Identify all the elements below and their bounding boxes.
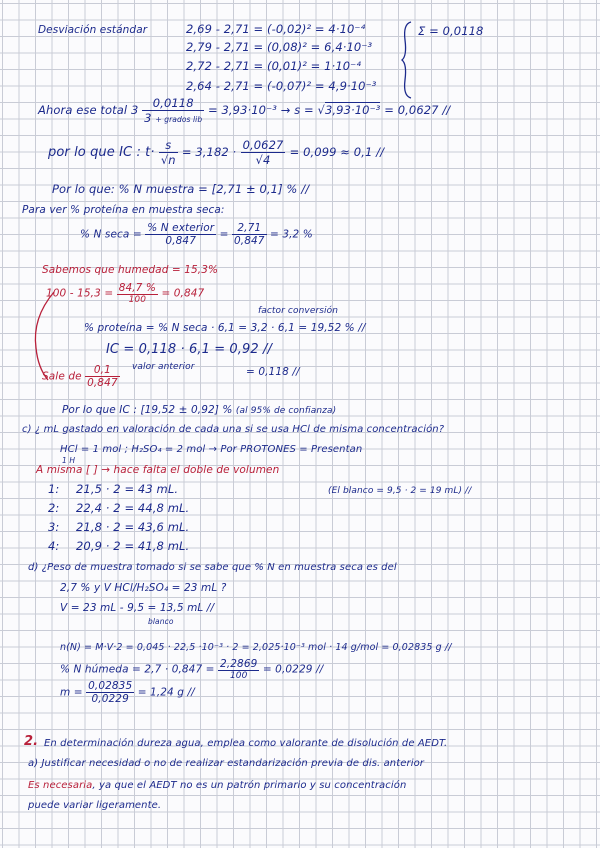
nseca-pre: % N seca = bbox=[80, 228, 142, 241]
c-row-4-n: 4: bbox=[48, 539, 60, 553]
desv-label: Desviación estándar bbox=[38, 24, 148, 36]
sale-line bbox=[42, 364, 120, 389]
brace-mark bbox=[400, 20, 414, 100]
d-hum-frac-num: 2,2869 bbox=[220, 658, 258, 670]
ic1-pre: por lo que IC : t· bbox=[48, 145, 155, 160]
ic-final-line bbox=[62, 404, 336, 416]
desv-row-3: 2,72 - 2,71 = (0,01)² = 1·10⁻⁴ bbox=[186, 59, 362, 73]
d-m-line bbox=[60, 680, 195, 705]
c-row-4 bbox=[48, 539, 189, 553]
nseca-frac-1-num: % N exterior bbox=[147, 222, 215, 234]
q2-answer-blue: , ya que el AEDT no es un patrón primario y su concentración bbox=[92, 780, 407, 791]
sale-frac-num: 0,1 bbox=[85, 364, 120, 377]
h100-frac bbox=[117, 282, 158, 305]
q2-number: 2. bbox=[24, 734, 39, 749]
d-n-line: n(N) = M·V·2 = 0,045 · 22,5 ·10⁻³ · 2 = 2,025·10⁻³ mol · 14 g/mol = 0,02835 g // bbox=[60, 642, 452, 653]
d-m-frac-num: 0,02835 bbox=[88, 680, 133, 692]
ahora-mid: = 3,93·10⁻³ → s = √ bbox=[208, 103, 325, 117]
sale-note: valor anterior bbox=[132, 362, 195, 372]
q2-answer-1 bbox=[28, 780, 406, 791]
ic1-frac-1 bbox=[159, 138, 178, 167]
c-row-1-n: 1: bbox=[48, 482, 60, 496]
d-hum-frac-den: 100 bbox=[229, 671, 248, 681]
c-row-1 bbox=[48, 482, 178, 496]
ic-final-note: (al 95% de confianza) bbox=[235, 406, 337, 416]
ahora-tail: = 0,0627 // bbox=[384, 103, 451, 117]
factor-note: factor conversión bbox=[258, 306, 339, 316]
c-row-2-expr: 22,4 · 2 = 44,8 mL. bbox=[76, 501, 190, 515]
c-red-line: A misma [ ] → hace falta el doble de volumen bbox=[36, 464, 280, 476]
c-mol-note: 1 H bbox=[62, 456, 76, 465]
c-row-3 bbox=[48, 520, 189, 534]
desv-row-1: 2,69 - 2,71 = (-0,02)² = 4·10⁻⁴ bbox=[186, 22, 366, 36]
sale-frac bbox=[85, 364, 120, 389]
h100-line bbox=[46, 282, 204, 305]
ic1-frac-2-den: √4 bbox=[255, 153, 271, 167]
q2-answer-red: Es necesaria bbox=[28, 780, 93, 791]
d-v-line: V = 23 mL - 9,5 = 13,5 mL // bbox=[60, 602, 215, 614]
ic1-frac-1-den: √n bbox=[160, 153, 176, 167]
desv-row-2: 2,79 - 2,71 = (0,08)² = 6,4·10⁻³ bbox=[186, 40, 373, 54]
d-v-note: blanco bbox=[148, 617, 174, 626]
ic1-tail: = 0,099 ≈ 0,1 // bbox=[289, 145, 385, 159]
nseca-frac-1-den: 0,847 bbox=[165, 235, 196, 247]
ic1-line bbox=[48, 138, 384, 167]
h100-frac-num: 84,7 % bbox=[118, 282, 156, 294]
ic1-mid: = 3,182 · bbox=[181, 145, 237, 159]
c-row-2 bbox=[48, 501, 189, 515]
nseca-line bbox=[80, 222, 313, 247]
d-hum-line bbox=[60, 658, 323, 681]
nseca-frac-2-den: 0,847 bbox=[233, 235, 265, 247]
sale-tail: = 0,118 // bbox=[246, 366, 300, 378]
c-row-4-expr: 20,9 · 2 = 41,8 mL. bbox=[76, 539, 190, 553]
h100-tail: = 0,847 bbox=[161, 287, 205, 300]
sale-pre: Sale de bbox=[42, 370, 82, 383]
nseca-mid: = bbox=[219, 228, 229, 241]
ahora-den-note: + grados lib bbox=[155, 115, 203, 124]
ic-final-text: Por lo que IC : [19,52 ± 0,92] % bbox=[62, 404, 233, 416]
d-hum-frac bbox=[218, 658, 259, 681]
para-line: Para ver % proteína en muestra seca: bbox=[22, 204, 225, 216]
pct-n-line: Por lo que: % N muestra = [2,71 ± 0,1] % // bbox=[52, 182, 310, 196]
sale-frac-den: 0,847 bbox=[87, 377, 118, 389]
d-hum-pre: % N húmeda = 2,7 · 0,847 = bbox=[60, 663, 215, 676]
d-m-pre: m = bbox=[60, 686, 83, 699]
ic1-frac-2-num: 0,0627 bbox=[242, 138, 284, 152]
proteina-line: % proteína = % N seca · 6,1 = 3,2 · 6,1 = 19,52 % // bbox=[84, 322, 366, 334]
c-question: c) ¿ mL gastado en valoración de cada una si se usa HCl de misma concentración? bbox=[22, 424, 445, 435]
c-row-3-expr: 21,8 · 2 = 43,6 mL. bbox=[76, 520, 190, 534]
ahora-frac bbox=[142, 96, 204, 125]
c-mol-line bbox=[60, 444, 362, 455]
c-row-2-n: 2: bbox=[48, 501, 60, 515]
d-m-tail: = 1,24 g // bbox=[137, 686, 195, 699]
ahora-line bbox=[38, 96, 450, 125]
d-question-2: 2,7 % y V HCl/H₂SO₄ = 23 mL ? bbox=[60, 582, 227, 594]
q2-a: a) Justificar necesidad o no de realizar estandarización previa de dis. anterior bbox=[28, 758, 425, 769]
humedad-line: Sabemos que humedad = 15,3% bbox=[42, 264, 219, 276]
c-row-1-expr: 21,5 · 2 = 43 mL. bbox=[76, 482, 179, 496]
nseca-frac-2-num: 2,71 bbox=[232, 222, 267, 235]
ic2-line: IC = 0,118 · 6,1 = 0,92 // bbox=[106, 342, 272, 357]
ahora-pre: Ahora ese total 3 bbox=[38, 103, 139, 117]
d-m-frac-den: 0,0229 bbox=[91, 693, 129, 705]
h100-pre: 100 - 15,3 = bbox=[46, 287, 114, 300]
ahora-frac-den bbox=[142, 111, 204, 125]
nseca-frac-1 bbox=[145, 222, 216, 247]
nseca-frac-2 bbox=[232, 222, 267, 247]
q2-answer-2: puede variar ligeramente. bbox=[28, 800, 162, 811]
h100-frac-den: 100 bbox=[128, 295, 147, 305]
ic1-frac-2 bbox=[241, 138, 286, 167]
blanco-note: (El blanco = 9,5 · 2 = 19 mL) // bbox=[328, 486, 472, 496]
ahora-den-value: 3 bbox=[144, 111, 152, 125]
c-mol-text: HCl = 1 mol ; H₂SO₄ = 2 mol → Por PROTONES = Presentan bbox=[60, 444, 363, 455]
c-row-3-n: 3: bbox=[48, 520, 60, 534]
d-hum-tail: = 0,0229 // bbox=[262, 663, 324, 676]
nseca-tail: = 3,2 % bbox=[270, 228, 313, 241]
d-m-frac bbox=[86, 680, 134, 705]
ahora-root: 3,93·10⁻³ bbox=[324, 103, 381, 117]
desv-row-4: 2,64 - 2,71 = (-0,07)² = 4,9·10⁻³ bbox=[186, 79, 377, 93]
d-question-1: d) ¿Peso de muestra tomado si se sabe que % N en muestra seca es del bbox=[28, 562, 397, 573]
q2-text: En determinación dureza agua, emplea como valorante de disolución de AEDT. bbox=[44, 738, 448, 749]
sigma-total: Σ = 0,0118 bbox=[418, 24, 484, 38]
ic1-frac-1-num: s bbox=[159, 138, 178, 153]
ahora-frac-num: 0,0118 bbox=[142, 96, 204, 111]
